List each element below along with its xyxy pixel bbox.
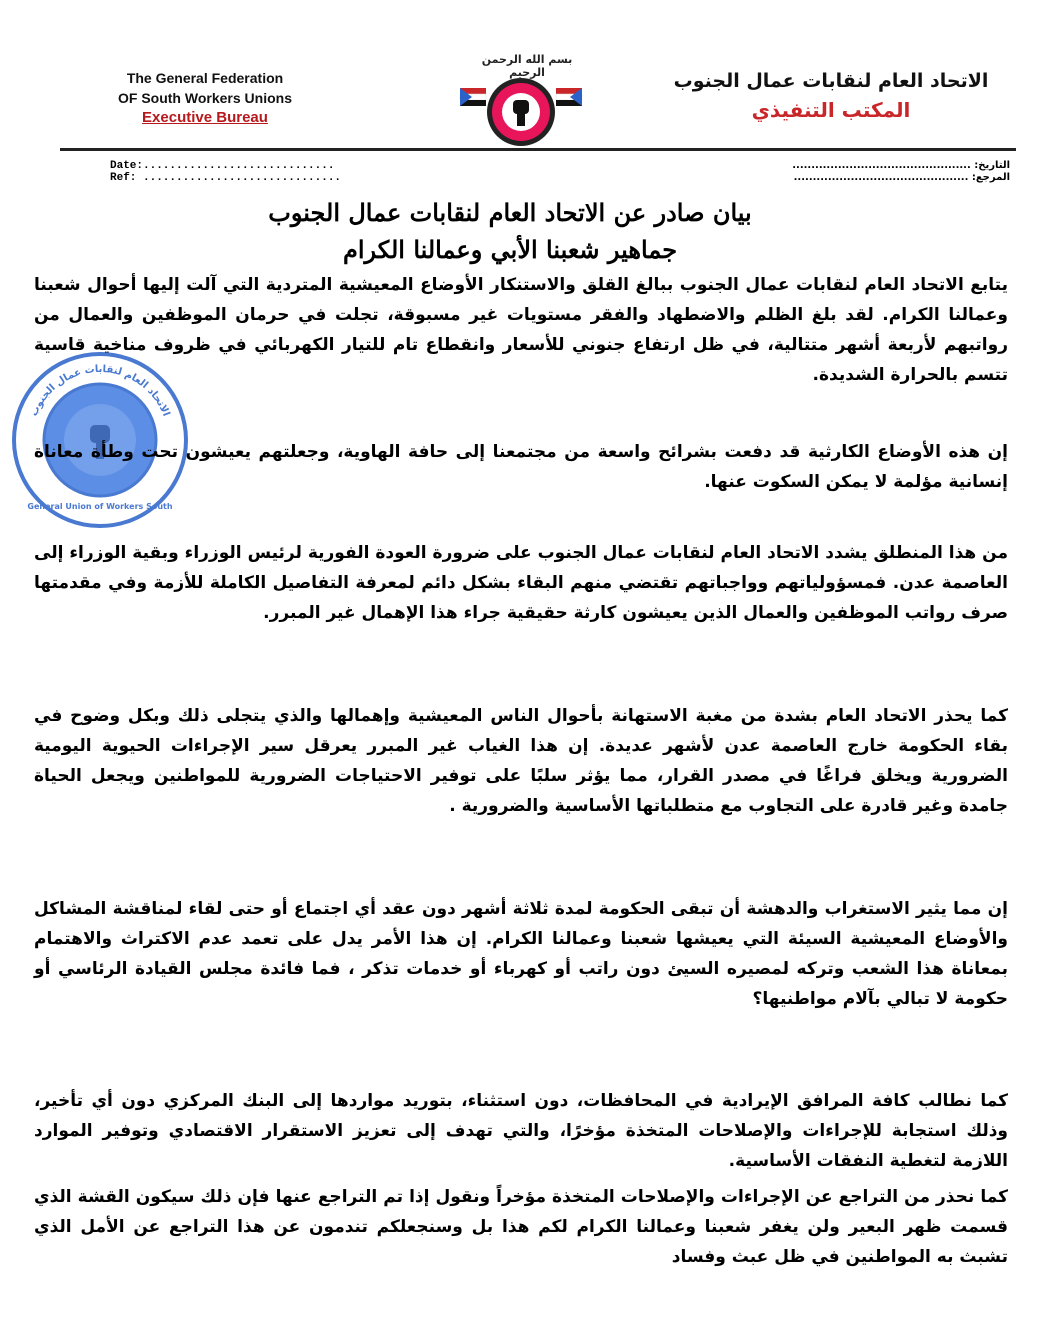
date-ref-ar [792,160,1010,184]
ref-field-ar: المرجع: .............................................. [793,172,1010,183]
letterhead-arabic [646,70,1016,122]
basmala: بسم الله الرحمن الرحيم [481,53,573,79]
executive-bureau-ar: المكتب التنفيذي [751,98,911,122]
paragraph-6: كما نطالب كافة المرافق الإيرادية في المحافظات، دون استثناء، بتوريد مواردها إلى البنك المركزي دون أي تأخير، وذلك استجابة للإجراءات والإصلاحات المتخذة مؤخرًا، والتي تهدف إلى تعزيز الاستقرار الاقتصادي وتوفير الموارد اللازمة لتغطية النفقات الأساسية. [34,1091,1008,1171]
federation-name-ar: الاتحاد العام لنقابات عمال الجنوب [673,70,989,92]
paragraph-3: من هذا المنطلق يشدد الاتحاد العام لنقابات عمال الجنوب على ضرورة العودة الفورية لرئيس الوزراء وبقية الوزراء إلى العاصمة عدن. فمسؤولياتهم وواجباتهم تقتضي منهم البقاء بشكل دائم لمعرفة التفاصيل الكاملة للأزمة وفي مقدمتها صرف رواتب الموظفين والعمال الذين يعيشون كارثة حقيقية جراء هذا الإهمال غير المبرر. [34,543,1008,623]
date-ref-en [110,160,341,184]
statement-title: بيان صادر عن الاتحاد العام لنقابات عمال الجنوب [268,198,752,227]
paragraph-1: يتابع الاتحاد العام لنقابات عمال الجنوب ببالغ القلق والاستنكار الأوضاع المعيشية المتردية التي آلت إليها أحوال شعبنا وعمالنا الكرام. لقد بلغ الظلم والاضطهاد والفقر مستويات غير مسبوقة، تجلت في حرمان الموظفين والعمال من رواتبهم لأربعة أشهر متتالية، في ظل ارتفاع جنوني للأسعار وانقطاع تام للتيار الكهربائي في ظروف مناخية قاسية تتسم بالحرارة الشديدة. [34,275,1008,385]
executive-bureau-en: Executive Bureau [142,109,268,126]
statement-subtitle: جماهير شعبنا الأبي وعمالنا الكرام [342,235,678,264]
paragraph-7: كما نحذر من التراجع عن الإجراءات والإصلاحات المتخذة مؤخراً ونقول إذا تم التراجع عنها فإن ذلك سيكون القشة الذي قسمت ظهر البعير ولن يغفر شعبنا وعمالنا الكرام لكم هذا بل وسنجعلكم تندمون عن هذا التراجع عن الأمل الذي تشبث به المواطنين في ظل عبث وفساد [34,1187,1008,1267]
date-field-en: Date:............................. [110,160,335,172]
letterhead-english [80,68,330,128]
ref-field-en: Ref: .............................. [110,172,342,184]
flag-right-icon [556,88,582,106]
paragraph-5: إن مما يثير الاستغراب والدهشة أن تبقى الحكومة لمدة ثلاثة أشهر دون عقد أي اجتماع أو حتى لقاء لمناقشة المشاكل والأوضاع المعيشية السيئة التي يعيشها شعبنا وعمالنا الكرام. إن هذا الأمر يدل على تعمد عدم الاكتراث والاهتمام بمعاناة هذا الشعب وتركه لمصيره السيئ دون راتب أو كهرباء أو خدمات تذكر ، فما فائدة مجلس القيادة الرئاسي أو حكومة لا تبالي بآلام مواطنيها؟ [34,899,1008,1009]
federation-name-en-line1: The General Federation [126,70,284,86]
federation-name-en-line2: OF South Workers Unions [118,90,292,106]
stamp-text-ar: الاتحاد العام لنقابات عمال الجنوب [28,363,172,418]
federation-logo [456,68,586,150]
paragraph-2: إن هذه الأوضاع الكارثية قد دفعت بشرائح واسعة من مجتمعنا إلى حافة الهاوية، وجعلتهم يعيشون تحت وطأة معاناة إنسانية مؤلمة لا يمكن السكوت عنها. [34,442,1008,492]
paragraph-4: كما يحذر الاتحاد العام بشدة من مغبة الاستهانة بأحوال الناس المعيشية وإهمالها والذي يتجلى ذلك وبكل وضوح في بقاء الحكومة خارج العاصمة عدن لأشهر عديدة. إن هذا الغياب غير المبرر يعرقل سير الإجراءات الحيوية اليومية الضرورية ويخلق فراغًا في مصدر القرار، مما يؤثر سلبًا على توفير الاحتياجات الضرورية للمواطنين ويجعل الحياة جامدة وغير قادرة على التجاوب مع متطلباتها الأساسية والضرورية . [34,706,1008,816]
letterhead-divider [60,148,1016,151]
stamp-text-en: General Union of Workers South [27,502,173,511]
date-field-ar: التاريخ: ............................................... [792,160,1010,171]
flag-left-icon [460,88,486,106]
